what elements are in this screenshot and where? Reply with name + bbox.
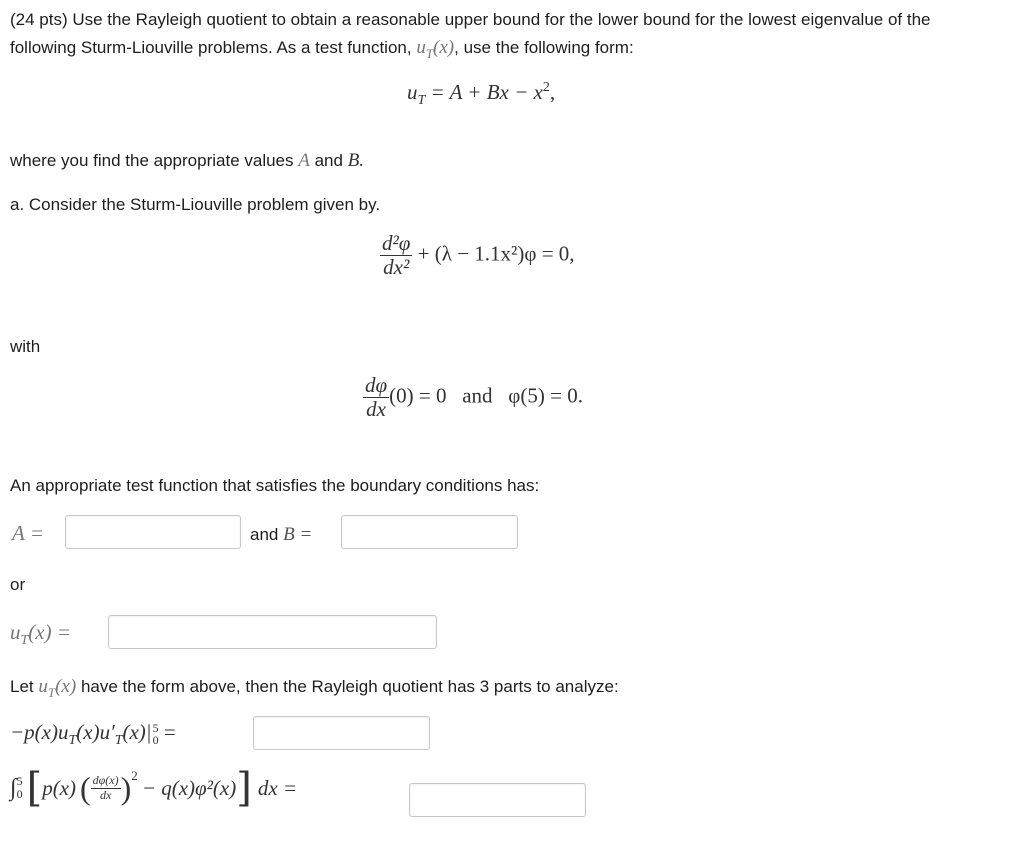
problem-intro-line-1: (24 pts) Use the Rayleigh quotient to obtain a reasonable upper bound for the lower bound for the lowest eigenvalue of the xyxy=(10,10,931,29)
integral-derivative-fraction: $\frac{d\varphi(x)}{dx}$ xyxy=(92,773,119,802)
a-label: A = xyxy=(12,521,44,545)
a-value-input[interactable] xyxy=(65,515,241,549)
integral-term-input[interactable] xyxy=(409,783,586,817)
where-line: where you find the appropriate values A and B. xyxy=(10,150,365,171)
ode-second-derivative-fraction: $\frac{\text{d²φ}}{\text{dx²}}$ xyxy=(382,231,411,280)
and-b-label: and B = xyxy=(250,524,313,545)
right-bracket: ] xyxy=(236,765,252,811)
with-label: with xyxy=(10,337,41,356)
intro-line2-prefix: following Sturm-Liouville problems. As a test function, xyxy=(10,38,412,57)
test-function-symbol: $u_T(x)$ xyxy=(416,37,455,61)
problem-intro-line-2 xyxy=(10,37,634,62)
where-symbol-b: B. xyxy=(347,150,365,171)
intro-line2-suffix: , use the following form: xyxy=(454,38,634,57)
ut-label: $u_T(x)$ = xyxy=(10,620,72,649)
test-function-form-equation: $u_T = A + Bx - x^2$, xyxy=(407,80,556,109)
part-a-label: a. Consider the Sturm-Liouville problem given by. xyxy=(10,195,381,214)
boundary-conditions: $\frac{d\varphi}{dx}$ (0) = 0 and φ(5) = 0. xyxy=(365,373,583,422)
b-value-input[interactable] xyxy=(341,515,518,549)
bc-derivative-fraction: $\frac{d\varphi}{dx}$ xyxy=(365,373,388,422)
where-symbol-a: A xyxy=(298,150,310,171)
or-label: or xyxy=(10,575,26,594)
sturm-liouville-ode: $\frac{\text{d²φ}}{\text{dx²}}$ + (λ − 1.1x²)φ = 0, xyxy=(382,231,575,280)
rayleigh-prompt: Let $u_T(x)$ have the form above, then the Rayleigh quotient has 3 parts to analyze: xyxy=(10,676,619,700)
test-function-prompt: An appropriate test function that satisfies the boundary conditions has: xyxy=(10,476,540,495)
ut-expression-input[interactable] xyxy=(108,615,437,649)
integral-term-expression: ∫ 5 0 [ p(x) ( $\frac{d\varphi(x)}{dx}$ ) $^2$ − q(x)φ²(x) ] dx = xyxy=(10,765,298,811)
integral-sign: ∫ xyxy=(10,774,17,801)
left-bracket: [ xyxy=(26,765,43,811)
boundary-term-input[interactable] xyxy=(253,716,430,750)
boundary-term-expression: $-p(x)u_T(x)u'_T(x)|$ 5 0 = xyxy=(10,720,176,749)
